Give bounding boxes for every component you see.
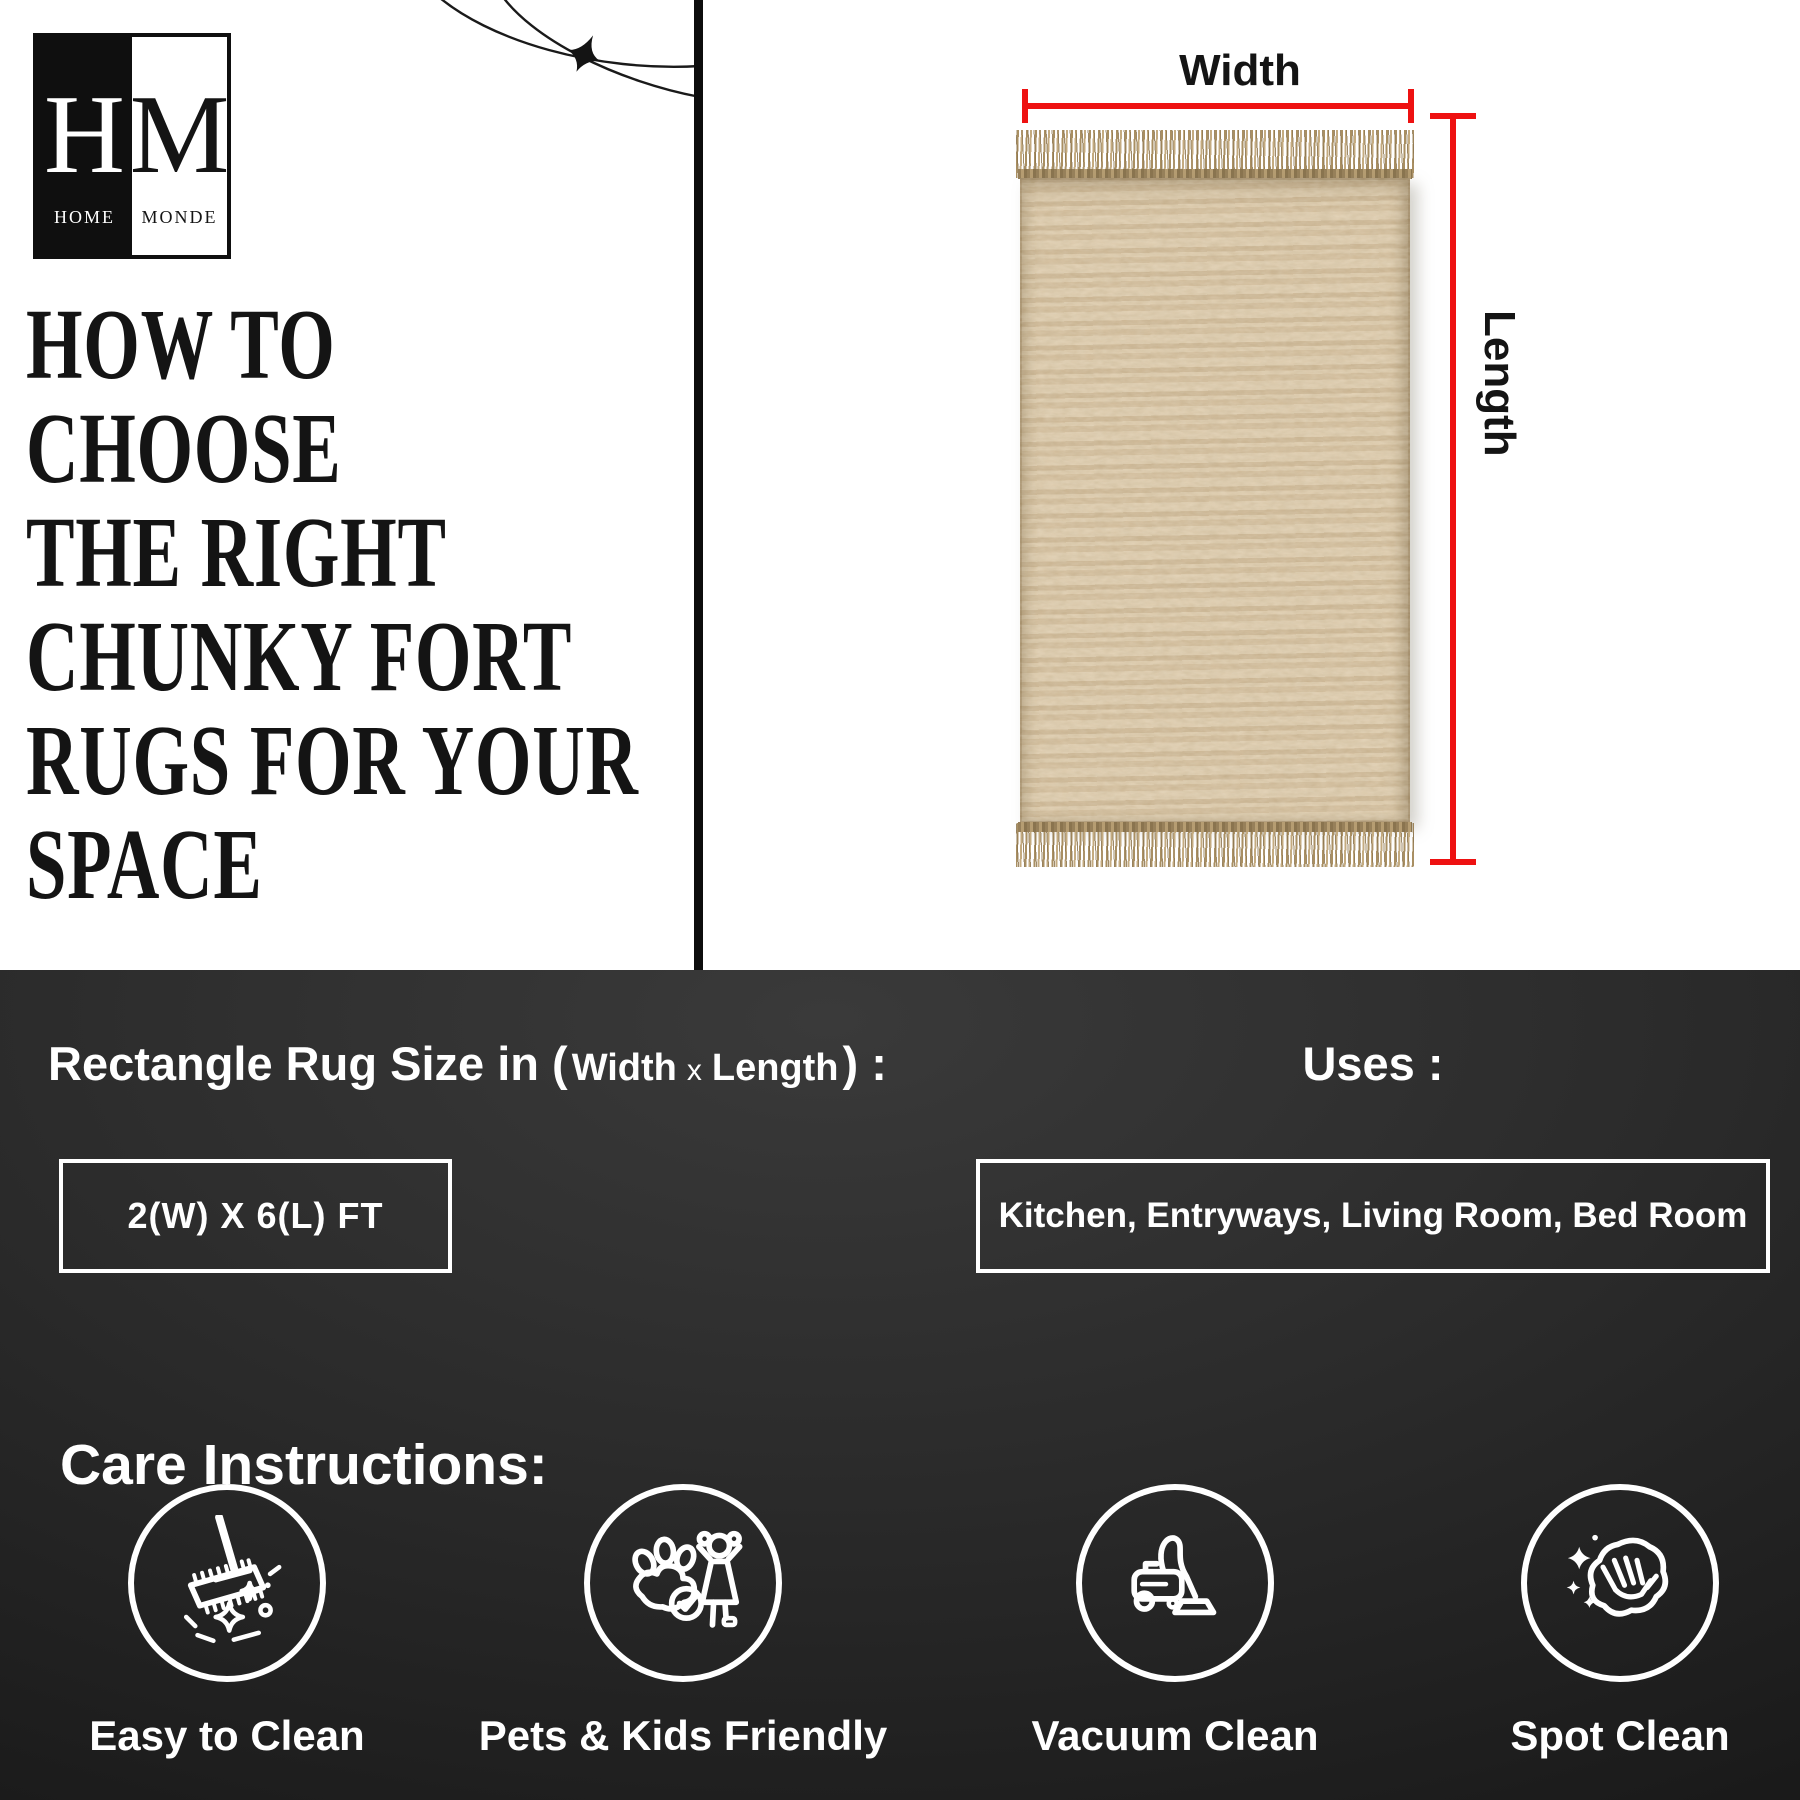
hand-wipe-icon [1552,1515,1688,1651]
info-panel [0,970,1800,1800]
star-icon [561,28,608,78]
shooting-star-decoration [368,0,702,132]
size-heading-x: x [686,1054,702,1087]
logo-home-half [37,37,132,255]
size-heading-length-word: Length [711,1047,839,1089]
title-line: CHOOSE [26,392,342,504]
rug-fringe-top [1016,130,1414,178]
vacuum-cleaner-icon [1107,1515,1243,1651]
title-line: RUGS FOR YOUR [26,704,639,816]
logo-letter-h: H [44,72,125,197]
length-dimension-tick [1430,859,1476,865]
length-dimension-line [1450,115,1456,865]
care-item-label: Pets & Kids Friendly [478,1712,888,1759]
size-section-heading [48,1036,887,1091]
uses-value: Kitchen, Entryways, Living Room, Bed Room [998,1196,1748,1235]
uses-section-heading: Uses : [1302,1037,1444,1090]
mop-sparkles-icon [159,1515,295,1651]
rug-weave-texture [1020,178,1410,823]
rug-fringe-bottom [1016,823,1414,867]
title-line: SPACE [26,808,263,920]
length-dimension-tick [1430,113,1476,119]
brand-logo [33,33,231,259]
page-title [26,288,639,920]
title-line: CHUNKY FORT [26,600,573,712]
size-heading-prefix: Rectangle Rug Size in ( [48,1037,568,1090]
care-item-spot-clean [1390,1484,1800,1760]
logo-word-monde: MONDE [141,206,218,227]
paw-kid-icon [615,1515,751,1651]
logo-monde-half [129,37,230,255]
care-item-pets-kids-friendly [453,1484,913,1760]
width-dimension-label: Width [1179,46,1301,95]
width-dimension-line [1024,103,1412,109]
width-dimension-tick [1408,89,1414,123]
care-item-label: Spot Clean [1510,1712,1730,1759]
care-item-vacuum-clean [945,1484,1405,1760]
rug-size-value-box [59,1159,452,1273]
care-item-label: Vacuum Clean [1031,1712,1319,1759]
length-dimension-label: Length [1475,310,1524,457]
panel-divider [694,0,703,971]
rug-size-value: 2(W) X 6(L) FT [127,1195,384,1236]
care-icon-circle [584,1484,782,1682]
logo-letter-m: M [129,72,230,197]
size-heading-suffix: ) : [842,1037,887,1090]
care-item-label: Easy to Clean [89,1712,365,1759]
care-item-easy-to-clean [0,1484,457,1760]
jute-rug-photo [1020,130,1410,867]
size-heading-width-word: Width [571,1047,677,1089]
care-icon-circle [1076,1484,1274,1682]
logo-word-home: HOME [54,206,115,227]
care-instructions-heading: Care Instructions: [60,1433,548,1497]
rug-body [1020,178,1410,823]
care-icon-circle [1521,1484,1719,1682]
care-icon-circle [128,1484,326,1682]
title-line: THE RIGHT [26,496,447,608]
title-line: HOW TO [26,288,336,400]
uses-value-box [976,1159,1770,1273]
width-dimension-tick [1022,89,1028,123]
